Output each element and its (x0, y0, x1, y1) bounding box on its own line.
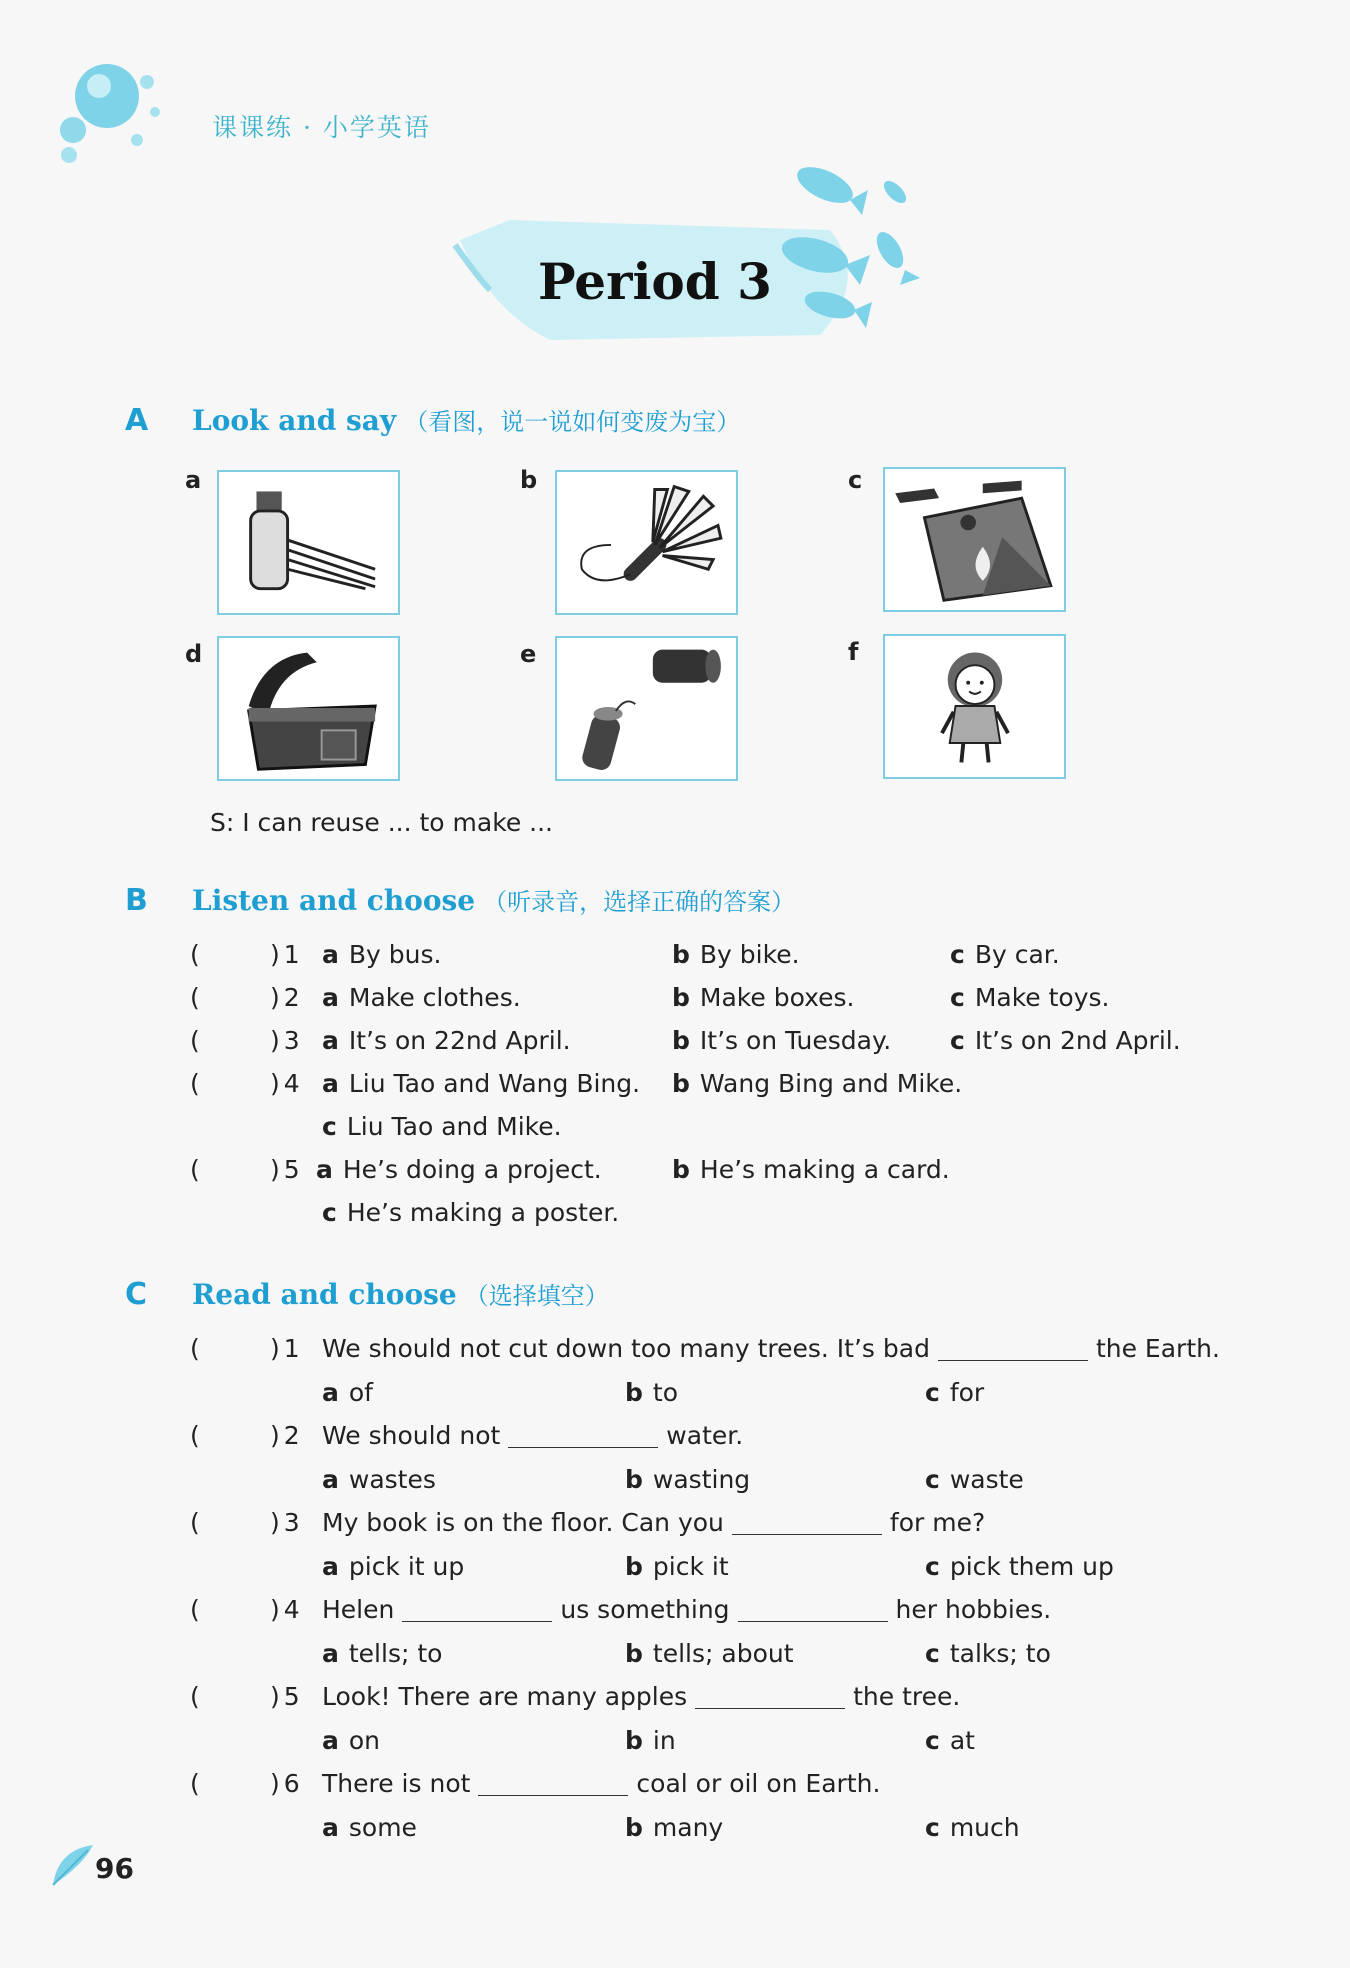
answer-bracket-open[interactable]: ( (190, 940, 200, 969)
answer-bracket-open[interactable]: ( (190, 1026, 200, 1055)
answer-blank[interactable] (508, 1446, 658, 1448)
option-b[interactable]: b pick it (625, 1552, 729, 1581)
option-c[interactable]: c at (925, 1726, 975, 1755)
option-a[interactable]: a By bus. (322, 940, 442, 969)
option-b[interactable]: b It’s on Tuesday. (672, 1026, 892, 1055)
option-c[interactable]: c It’s on 2nd April. (950, 1026, 1181, 1055)
option-a[interactable]: a of (322, 1378, 373, 1407)
reading-options (190, 1552, 1190, 1588)
answer-bracket-open[interactable]: ( (190, 1682, 200, 1711)
option-a[interactable]: a wastes (322, 1465, 436, 1494)
section-subtitle: （选择填空） (464, 1282, 609, 1310)
answer-blank[interactable] (732, 1533, 882, 1535)
section-letter: A (125, 403, 149, 438)
reading-options (190, 1726, 1190, 1762)
question-stem: Helen us something her hobbies. (322, 1595, 1052, 1624)
picture-c (883, 467, 1066, 612)
reading-options (190, 1378, 1190, 1414)
answer-bracket-open[interactable]: ( (190, 1421, 200, 1450)
section-title: Read and choose (192, 1278, 457, 1311)
answer-bracket-open[interactable]: ( (190, 1595, 200, 1624)
reading-question (190, 1334, 1220, 1370)
listening-question (190, 940, 1190, 976)
section-a-heading (125, 402, 740, 442)
section-letter: B (125, 883, 148, 918)
can-pencil-holder-icon (557, 638, 736, 779)
option-a[interactable]: a on (322, 1726, 381, 1755)
duster-icon (557, 472, 736, 613)
option-a[interactable]: a It’s on 22nd April. (322, 1026, 571, 1055)
answer-blank[interactable] (738, 1620, 888, 1622)
option-b[interactable]: b to (625, 1378, 679, 1407)
option-c[interactable]: c for (925, 1378, 985, 1407)
option-c[interactable]: c He’s making a poster. (322, 1198, 620, 1227)
section-letter: C (125, 1277, 148, 1312)
option-c[interactable]: c Liu Tao and Mike. (322, 1112, 562, 1141)
section-subtitle: （听录音，选择正确的答案） (483, 888, 796, 916)
reading-question (190, 1421, 1190, 1457)
answer-bracket-close: ) 2 (270, 983, 300, 1012)
bubbles-decoration-icon (55, 60, 185, 180)
page-number: 96 (95, 1852, 134, 1885)
picture-label: e (520, 640, 537, 668)
option-a[interactable]: a tells; to (322, 1639, 443, 1668)
dress-bag-icon (885, 469, 1064, 610)
answer-bracket-close: ) 3 (270, 1026, 300, 1055)
question-stem: We should not cut down too many trees. It’s bad the Earth. (322, 1334, 1220, 1363)
answer-bracket-close: ) 5 (270, 1155, 300, 1184)
answer-bracket-open[interactable]: ( (190, 1334, 200, 1363)
picture-f (883, 634, 1066, 779)
reading-question (190, 1769, 1190, 1805)
picture-a (217, 470, 400, 615)
answer-blank[interactable] (938, 1359, 1088, 1361)
option-c[interactable]: c much (925, 1813, 1020, 1842)
bottle-broom-icon (219, 472, 398, 613)
answer-bracket-open[interactable]: ( (190, 1069, 200, 1098)
option-b[interactable]: b in (625, 1726, 676, 1755)
section-subtitle: （看图，说一说如何变废为宝） (404, 408, 741, 436)
option-a[interactable]: a some (322, 1813, 417, 1842)
answer-bracket-open[interactable]: ( (190, 1155, 200, 1184)
option-c[interactable]: c Make toys. (950, 983, 1110, 1012)
option-c[interactable]: c talks; to (925, 1639, 1051, 1668)
picture-label: c (848, 466, 863, 494)
option-c[interactable]: c pick them up (925, 1552, 1114, 1581)
picture-label: f (848, 638, 859, 666)
question-stem: My book is on the floor. Can you for me? (322, 1508, 986, 1537)
jeans-bag-icon (219, 638, 398, 779)
question-stem: We should not water. (322, 1421, 744, 1450)
speaking-prompt: S: I can reuse ... to make ... (210, 808, 553, 837)
answer-blank[interactable] (402, 1620, 552, 1622)
answer-blank[interactable] (695, 1707, 845, 1709)
listening-question (190, 1155, 1190, 1191)
question-stem: There is not coal or oil on Earth. (322, 1769, 881, 1798)
answer-bracket-close: ) 3 (270, 1508, 300, 1537)
option-b[interactable]: b tells; about (625, 1639, 794, 1668)
section-title: Look and say (192, 404, 397, 437)
answer-bracket-close: ) 4 (270, 1069, 300, 1098)
answer-bracket-open[interactable]: ( (190, 1769, 200, 1798)
answer-blank[interactable] (478, 1794, 628, 1796)
reading-question (190, 1508, 1190, 1544)
option-b[interactable]: b He’s making a card. (672, 1155, 950, 1184)
answer-bracket-close: ) 5 (270, 1682, 300, 1711)
doll-icon (885, 636, 1064, 777)
answer-bracket-close: ) 1 (270, 1334, 300, 1363)
option-a[interactable]: a He’s doing a project. (316, 1155, 602, 1184)
picture-d (217, 636, 400, 781)
picture-label: b (520, 466, 538, 494)
reading-question (190, 1595, 1190, 1631)
option-a[interactable]: a pick it up (322, 1552, 465, 1581)
answer-bracket-close: ) 6 (270, 1769, 300, 1798)
reading-question (190, 1682, 1190, 1718)
listening-question (190, 983, 1190, 1019)
option-b[interactable]: b Make boxes. (672, 983, 855, 1012)
reading-options (190, 1465, 1190, 1501)
answer-bracket-close: ) 4 (270, 1595, 300, 1624)
question-stem: Look! There are many apples the tree. (322, 1682, 961, 1711)
listening-question (190, 1026, 1190, 1062)
section-b-heading (125, 882, 795, 922)
option-c[interactable]: c waste (925, 1465, 1024, 1494)
picture-label: a (185, 466, 202, 494)
option-b[interactable]: b many (625, 1813, 724, 1842)
picture-e (555, 636, 738, 781)
option-a[interactable]: a Liu Tao and Wang Bing. (322, 1069, 641, 1098)
period-title: Period 3 (538, 252, 772, 311)
reading-options (190, 1813, 1190, 1849)
section-title: Listen and choose (192, 884, 476, 917)
option-c[interactable]: c By car. (950, 940, 1060, 969)
option-b[interactable]: b wasting (625, 1465, 751, 1494)
listening-question-continuation (190, 1198, 1190, 1234)
answer-bracket-close: ) 1 (270, 940, 300, 969)
listening-question-continuation (190, 1112, 1190, 1148)
series-title: 课课练 · 小学英语 (212, 113, 431, 142)
answer-bracket-open[interactable]: ( (190, 1508, 200, 1537)
option-b[interactable]: b Wang Bing and Mike. (672, 1069, 963, 1098)
answer-bracket-close: ) 2 (270, 1421, 300, 1450)
leaf-decoration-icon (48, 1840, 98, 1890)
listening-question (190, 1069, 1190, 1105)
reading-options (190, 1639, 1190, 1675)
answer-bracket-open[interactable]: ( (190, 983, 200, 1012)
picture-b (555, 470, 738, 615)
option-b[interactable]: b By bike. (672, 940, 800, 969)
section-c-heading (125, 1276, 609, 1316)
option-a[interactable]: a Make clothes. (322, 983, 521, 1012)
picture-label: d (185, 640, 203, 668)
